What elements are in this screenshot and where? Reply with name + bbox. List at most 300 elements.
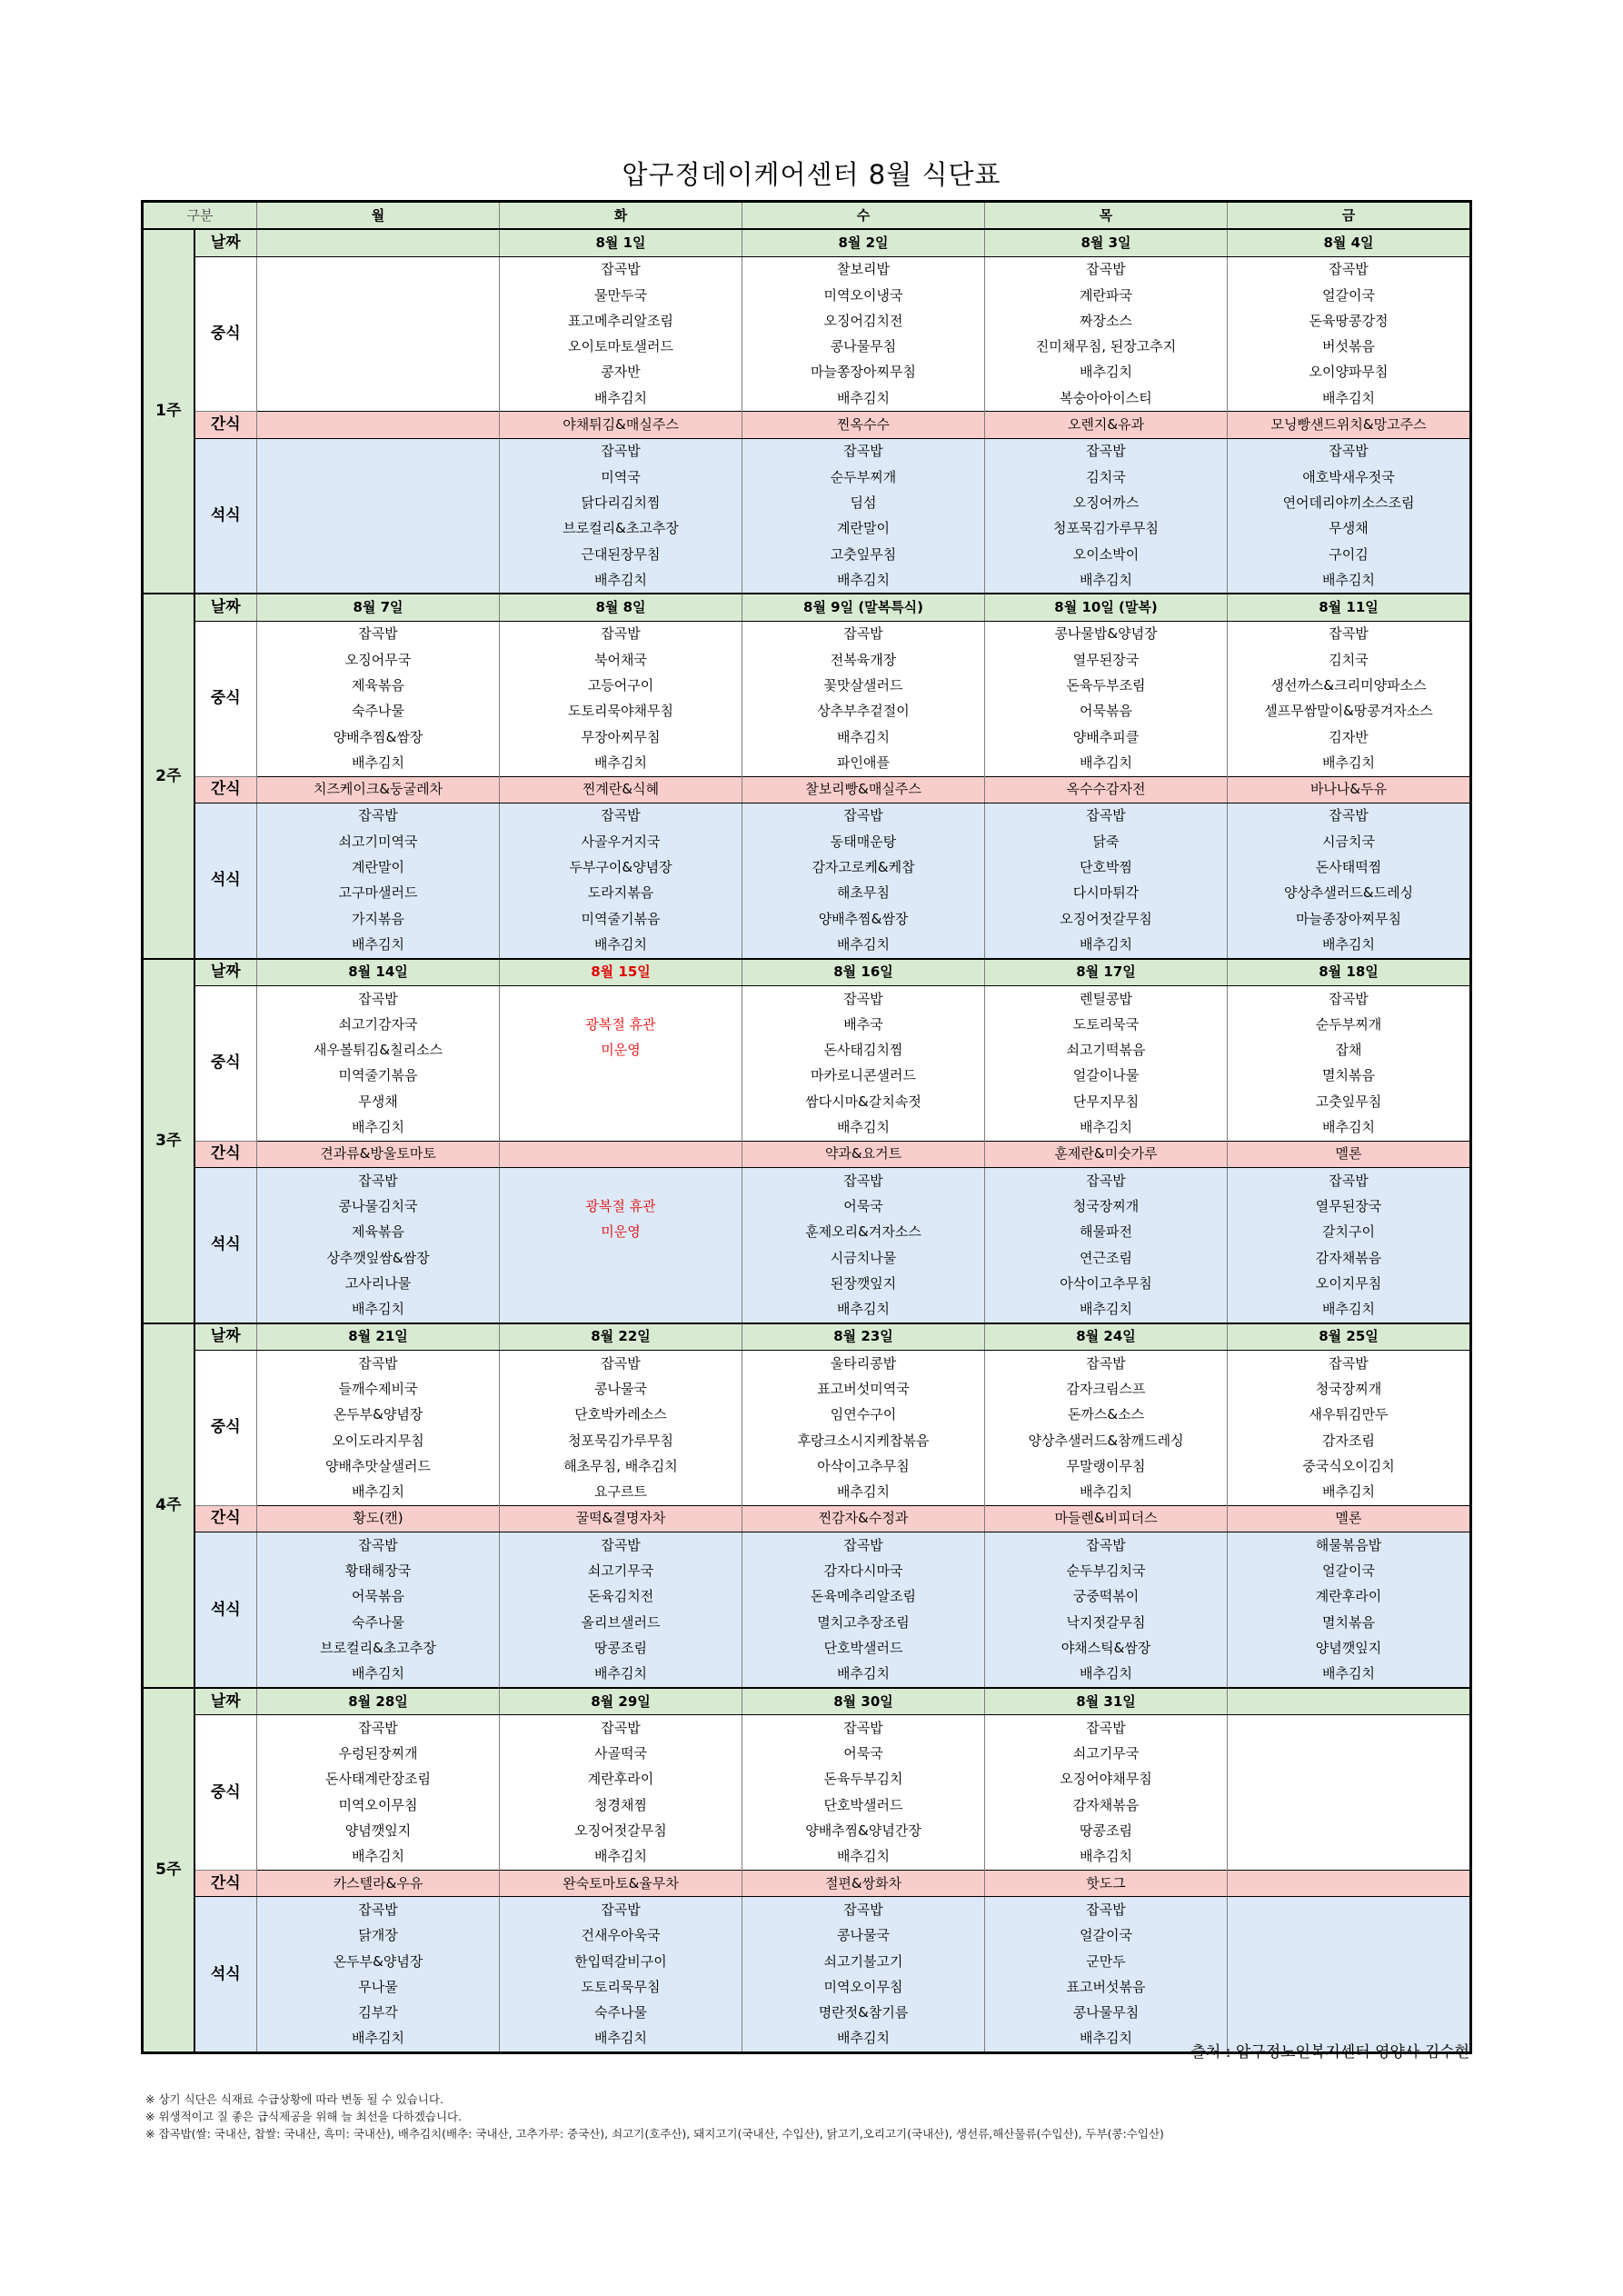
dinner-item: 잡곡밥 (985, 1167, 1228, 1193)
dinner-item: 황태해장국 (257, 1558, 500, 1583)
lunch-label: 중식 (194, 256, 257, 412)
lunch-item: 잡곡밥 (742, 985, 985, 1012)
snack-item (1228, 1871, 1471, 1897)
lunch-item (1228, 1715, 1471, 1742)
snack-item: 훈제란&미숫가루 (985, 1141, 1228, 1167)
lunch-item: 얼갈이나물 (985, 1063, 1228, 1089)
dinner-item: 잡곡밥 (1228, 1167, 1471, 1193)
dinner-item: 연어데리야끼소스조림 (1228, 490, 1471, 515)
footnotes (145, 2091, 1472, 2142)
lunch-item: 잡곡밥 (500, 621, 742, 647)
dinner-item: 배추김치 (257, 932, 500, 958)
lunch-item: 돈사태김치찜 (742, 1038, 985, 1063)
date-cell: 8월 8일 (500, 594, 742, 621)
lunch-item: 들깨수제비국 (257, 1376, 500, 1402)
lunch-item: 계란파국 (985, 283, 1228, 308)
lunch-item: 마늘쫑장아찌무침 (742, 360, 985, 385)
dinner-item: 배추김치 (257, 1662, 500, 1688)
source-note: 출처 : 압구정노인복지센터 영양사 김수현 (1190, 2043, 1469, 2061)
dinner-item: 한입떡갈비구이 (500, 1949, 742, 1974)
dinner-item: 잡곡밥 (985, 438, 1228, 464)
lunch-item: 멸치볶음 (1228, 1063, 1471, 1089)
dinner-item: 양상추샐러드&드레싱 (1228, 881, 1471, 906)
lunch-item: 땅콩조림 (985, 1818, 1228, 1843)
dinner-item: 닭개장 (257, 1923, 500, 1949)
lunch-item: 돈육두부조림 (985, 673, 1228, 698)
header-day: 목 (985, 202, 1228, 230)
header-day: 수 (742, 202, 985, 230)
lunch-item: 순두부찌개 (1228, 1012, 1471, 1037)
lunch-item: 표고메추리알조림 (500, 308, 742, 334)
lunch-item: 오징어김치전 (742, 308, 985, 334)
lunch-item: 배추김치 (1228, 1114, 1471, 1141)
lunch-label: 중식 (194, 621, 257, 776)
lunch-item: 단호박샐러드 (742, 1792, 985, 1818)
date-cell: 8월 30일 (742, 1688, 985, 1715)
dinner-item (257, 516, 500, 542)
dinner-item: 숙주나물 (257, 1610, 500, 1635)
lunch-item: 고등어구이 (500, 673, 742, 698)
dinner-item: 땅콩조림 (500, 1635, 742, 1661)
date-cell: 8월 29일 (500, 1688, 742, 1715)
lunch-item: 단호박카레소스 (500, 1403, 742, 1428)
snack-item: 약과&요거트 (742, 1141, 985, 1167)
dinner-item: 잡곡밥 (500, 438, 742, 464)
lunch-item: 무생채 (257, 1089, 500, 1114)
dinner-item: 근대된장무침 (500, 542, 742, 567)
dinner-item: 얼갈이국 (1228, 1558, 1471, 1583)
snack-item: 모닝빵샌드위치&망고주스 (1228, 412, 1471, 438)
lunch-item: 잡곡밥 (500, 256, 742, 283)
footnote-line: ※ 위생적이고 질 좋은 급식제공을 위해 늘 최선을 다하겠습니다. (145, 2110, 463, 2123)
lunch-item: 잡곡밥 (500, 1351, 742, 1377)
lunch-item: 돈육두부김치 (742, 1767, 985, 1792)
dinner-item: 얼갈이국 (985, 1923, 1228, 1949)
lunch-item: 배추김치 (257, 1480, 500, 1506)
dinner-item: 잡곡밥 (985, 1532, 1228, 1559)
dinner-item: 잡곡밥 (500, 803, 742, 829)
lunch-item: 열무된장국 (985, 647, 1228, 673)
date-cell: 8월 2일 (742, 229, 985, 256)
dinner-label: 석식 (194, 438, 257, 594)
lunch-item: 제육볶음 (257, 673, 500, 698)
lunch-item: 어묵국 (742, 1742, 985, 1767)
lunch-item: 콩나물밥&양념장 (985, 621, 1228, 647)
lunch-item: 잡곡밥 (257, 621, 500, 647)
dinner-item (257, 567, 500, 594)
dinner-item: 배추김치 (742, 1662, 985, 1688)
dinner-item: 쇠고기무국 (500, 1558, 742, 1583)
lunch-item: 배추김치 (500, 1844, 742, 1871)
lunch-item: 콩자반 (500, 360, 742, 385)
snack-item: 바나나&두유 (1228, 776, 1471, 803)
dinner-item: 시금치나물 (742, 1245, 985, 1271)
snack-item: 찐감자&수정과 (742, 1505, 985, 1532)
date-label: 날짜 (194, 229, 257, 256)
dinner-item: 콩나물무침 (985, 2000, 1228, 2025)
dinner-label: 석식 (194, 1897, 257, 2053)
dinner-item: 오이지무침 (1228, 1271, 1471, 1296)
dinner-item: 잡곡밥 (742, 1532, 985, 1559)
week-label: 1주 (143, 229, 194, 594)
dinner-item: 제육볶음 (257, 1220, 500, 1245)
snack-item: 찰보리빵&매실주스 (742, 776, 985, 803)
snack-item: 카스텔라&우유 (257, 1871, 500, 1897)
lunch-item (500, 985, 742, 1012)
dinner-item: 순두부김치국 (985, 1558, 1228, 1583)
lunch-item (1228, 1844, 1471, 1871)
lunch-item: 배추김치 (742, 1480, 985, 1506)
dinner-item: 배추김치 (1228, 932, 1471, 958)
dinner-item: 계란말이 (257, 854, 500, 880)
date-cell: 8월 11일 (1228, 594, 1471, 621)
dinner-item: 숙주나물 (500, 2000, 742, 2025)
page-title: 압구정데이케어센터 8월 식단표 (622, 159, 1001, 190)
lunch-item: 상추부추겉절이 (742, 699, 985, 724)
lunch-item: 양배추찜&쌈장 (257, 724, 500, 750)
lunch-item: 청포묵김가루무침 (500, 1428, 742, 1453)
lunch-item: 생선까스&크리미양파소스 (1228, 673, 1471, 698)
dinner-item (257, 464, 500, 490)
date-cell: 8월 25일 (1228, 1323, 1471, 1351)
lunch-item: 물만두국 (500, 283, 742, 308)
snack-label: 간식 (194, 412, 257, 438)
lunch-item: 배추김치 (985, 1480, 1228, 1506)
lunch-item: 배추김치 (257, 1844, 500, 1871)
dinner-item: 온두부&양념장 (257, 1949, 500, 1974)
dinner-item: 잡곡밥 (985, 803, 1228, 829)
lunch-item: 렌틸콩밥 (985, 985, 1228, 1012)
date-cell: 8월 31일 (985, 1688, 1228, 1715)
lunch-item: 오이양파무침 (1228, 360, 1471, 385)
lunch-item (500, 1063, 742, 1089)
header-day: 금 (1228, 202, 1471, 230)
date-cell: 8월 15일 (500, 959, 742, 986)
dinner-item: 무나물 (257, 1974, 500, 2000)
lunch-item: 감자크림스프 (985, 1376, 1228, 1402)
date-cell: 8월 10일 (말복) (985, 594, 1228, 621)
lunch-item: 배추김치 (742, 1844, 985, 1871)
dinner-label: 석식 (194, 803, 257, 958)
dinner-item: 잡곡밥 (985, 1897, 1228, 1923)
lunch-item: 잡곡밥 (1228, 1351, 1471, 1377)
dinner-item: 브로컬리&초고추장 (257, 1635, 500, 1661)
week-label: 5주 (143, 1688, 194, 2053)
dinner-item: 오이소박이 (985, 542, 1228, 567)
dinner-label: 석식 (194, 1532, 257, 1688)
dinner-item: 닭다리김치찜 (500, 490, 742, 515)
lunch-item: 배추김치 (500, 750, 742, 776)
lunch-item: 오징어야채무침 (985, 1767, 1228, 1792)
dinner-item: 브로컬리&초고추장 (500, 516, 742, 542)
header-gubun: 구분 (143, 202, 257, 230)
snack-item: 완숙토마토&율무차 (500, 1871, 742, 1897)
lunch-item (257, 334, 500, 359)
lunch-item: 숙주나물 (257, 699, 500, 724)
lunch-item: 미역오이무침 (257, 1792, 500, 1818)
lunch-item: 버섯볶음 (1228, 334, 1471, 359)
dinner-item: 잡곡밥 (1228, 438, 1471, 464)
lunch-item: 쌈다시마&갈치속젓 (742, 1089, 985, 1114)
dinner-item: 연근조림 (985, 1245, 1228, 1271)
date-cell (257, 229, 500, 256)
dinner-item: 배추김치 (1228, 1662, 1471, 1688)
lunch-item: 오징어젓갈무침 (500, 1818, 742, 1843)
dinner-item: 잡곡밥 (742, 438, 985, 464)
dinner-item (1228, 2000, 1471, 2025)
snack-item: 마들렌&비피더스 (985, 1505, 1228, 1532)
lunch-item: 오이토마토샐러드 (500, 334, 742, 359)
week-label: 4주 (143, 1323, 194, 1688)
lunch-item: 고춧잎무침 (1228, 1089, 1471, 1114)
footnote-line: ※ 상기 식단은 식재료 수급상황에 따라 변동 될 수 있습니다. (145, 2092, 443, 2106)
snack-label: 간식 (194, 1141, 257, 1167)
lunch-item: 오이도라지무침 (257, 1428, 500, 1453)
dinner-item: 감자고로케&케찹 (742, 854, 985, 880)
lunch-label: 중식 (194, 985, 257, 1141)
dinner-item: 군만두 (985, 1949, 1228, 1974)
dinner-item: 명란젓&참기름 (742, 2000, 985, 2025)
dinner-item: 해초무침 (742, 881, 985, 906)
dinner-item: 잡곡밥 (1228, 803, 1471, 829)
dinner-item: 잡곡밥 (742, 803, 985, 829)
lunch-item: 배추김치 (257, 750, 500, 776)
lunch-item (500, 1089, 742, 1114)
lunch-item: 양배추피클 (985, 724, 1228, 750)
dinner-item: 잡곡밥 (257, 803, 500, 829)
dinner-item: 광복절 휴관 (500, 1193, 742, 1219)
dinner-item: 미역국 (500, 464, 742, 490)
dinner-item (500, 1245, 742, 1271)
dinner-item: 쇠고기미역국 (257, 829, 500, 854)
date-cell: 8월 16일 (742, 959, 985, 986)
lunch-item: 양배추맛살샐러드 (257, 1453, 500, 1479)
lunch-item: 잡곡밥 (985, 1715, 1228, 1742)
dinner-item: 콩나물김치국 (257, 1193, 500, 1219)
lunch-item: 표고버섯미역국 (742, 1376, 985, 1402)
lunch-item: 새우볼튀김&칠리소스 (257, 1038, 500, 1063)
lunch-item: 사골떡국 (500, 1742, 742, 1767)
dinner-item: 배추김치 (985, 1296, 1228, 1323)
snack-item: 오렌지&유과 (985, 412, 1228, 438)
dinner-item: 양배추찜&쌈장 (742, 906, 985, 932)
dinner-item: 배추김치 (500, 932, 742, 958)
snack-item: 꿀떡&결명자차 (500, 1505, 742, 1532)
dinner-item: 열무된장국 (1228, 1193, 1471, 1219)
lunch-item: 마카로니콘샐러드 (742, 1063, 985, 1089)
lunch-item (257, 360, 500, 385)
lunch-item: 잡곡밥 (1228, 621, 1471, 647)
dinner-item: 올리브샐러드 (500, 1610, 742, 1635)
date-cell: 8월 17일 (985, 959, 1228, 986)
lunch-item: 무말랭이무침 (985, 1453, 1228, 1479)
dinner-item: 야채스틱&쌈장 (985, 1635, 1228, 1661)
lunch-item: 배추김치 (985, 750, 1228, 776)
dinner-item: 배추김치 (742, 567, 985, 594)
lunch-item: 감자조림 (1228, 1428, 1471, 1453)
dinner-item: 돈육메추리알조림 (742, 1584, 985, 1610)
lunch-item: 잡곡밥 (257, 1715, 500, 1742)
lunch-item: 쇠고기떡볶음 (985, 1038, 1228, 1063)
date-cell: 8월 9일 (말복특식) (742, 594, 985, 621)
lunch-item: 북어채국 (500, 647, 742, 673)
dinner-item: 콩나물국 (742, 1923, 985, 1949)
snack-item: 멜론 (1228, 1505, 1471, 1532)
lunch-item: 복숭아아이스티 (985, 385, 1228, 412)
dinner-item: 잡곡밥 (500, 1532, 742, 1559)
dinner-item: 계란후라이 (1228, 1584, 1471, 1610)
lunch-item: 요구르트 (500, 1480, 742, 1506)
week-label: 3주 (143, 959, 194, 1323)
snack-label: 간식 (194, 1505, 257, 1532)
lunch-item (1228, 1742, 1471, 1767)
lunch-item (257, 283, 500, 308)
date-cell: 8월 1일 (500, 229, 742, 256)
lunch-item: 임연수구이 (742, 1403, 985, 1428)
dinner-item: 멸치볶음 (1228, 1610, 1471, 1635)
lunch-item: 미운영 (500, 1038, 742, 1063)
dinner-item: 미역오이무침 (742, 1974, 985, 2000)
dinner-item (500, 1296, 742, 1323)
date-cell: 8월 24일 (985, 1323, 1228, 1351)
dinner-item (1228, 1949, 1471, 1974)
dinner-item: 배추김치 (985, 567, 1228, 594)
date-cell: 8월 28일 (257, 1688, 500, 1715)
dinner-item (1228, 1974, 1471, 2000)
dinner-item: 닭죽 (985, 829, 1228, 854)
dinner-item: 배추김치 (500, 567, 742, 594)
dinner-label: 석식 (194, 1167, 257, 1323)
dinner-item: 순두부찌개 (742, 464, 985, 490)
dinner-item: 쇠고기불고기 (742, 1949, 985, 1974)
lunch-item: 쇠고기무국 (985, 1742, 1228, 1767)
snack-label: 간식 (194, 1871, 257, 1897)
date-cell: 8월 22일 (500, 1323, 742, 1351)
lunch-item: 아삭이고추무침 (742, 1453, 985, 1479)
dinner-item: 해물파전 (985, 1220, 1228, 1245)
lunch-item (257, 308, 500, 334)
lunch-item: 배추김치 (742, 385, 985, 412)
lunch-item: 찰보리밥 (742, 256, 985, 283)
dinner-item: 도토리묵무침 (500, 1974, 742, 2000)
snack-item: 옥수수감자전 (985, 776, 1228, 803)
dinner-item: 미운영 (500, 1220, 742, 1245)
snack-item: 절편&쌍화차 (742, 1871, 985, 1897)
lunch-item: 김자반 (1228, 724, 1471, 750)
dinner-item: 어묵볶음 (257, 1584, 500, 1610)
lunch-item: 파인애플 (742, 750, 985, 776)
lunch-item (257, 256, 500, 283)
lunch-item: 배추김치 (1228, 750, 1471, 776)
dinner-item: 감자채볶음 (1228, 1245, 1471, 1271)
dinner-item: 가지볶음 (257, 906, 500, 932)
lunch-item: 단무지무침 (985, 1089, 1228, 1114)
date-cell: 8월 3일 (985, 229, 1228, 256)
dinner-item: 배추김치 (500, 2026, 742, 2053)
date-label: 날짜 (194, 959, 257, 986)
dinner-item: 오징어젓갈무침 (985, 906, 1228, 932)
lunch-item: 꽃맛살샐러드 (742, 673, 985, 698)
snack-item: 찐계란&식혜 (500, 776, 742, 803)
lunch-item: 미역줄기볶음 (257, 1063, 500, 1089)
menu-table (141, 200, 1472, 2054)
lunch-item: 잡곡밥 (257, 985, 500, 1012)
dinner-item: 아삭이고추무침 (985, 1271, 1228, 1296)
header-day: 월 (257, 202, 500, 230)
dinner-item: 어묵국 (742, 1193, 985, 1219)
dinner-item: 사골우거지국 (500, 829, 742, 854)
dinner-item: 돈사태떡찜 (1228, 854, 1471, 880)
lunch-item: 진미채무침, 된장고추지 (985, 334, 1228, 359)
lunch-label: 중식 (194, 1715, 257, 1871)
lunch-item: 온두부&양념장 (257, 1403, 500, 1428)
lunch-item: 잡곡밥 (985, 256, 1228, 283)
lunch-item: 셀프무쌈말이&땅콩겨자소스 (1228, 699, 1471, 724)
dinner-item: 낙지젓갈무침 (985, 1610, 1228, 1635)
dinner-item: 김부각 (257, 2000, 500, 2025)
lunch-item: 중국식오이김치 (1228, 1453, 1471, 1479)
lunch-item: 무장아찌무침 (500, 724, 742, 750)
dinner-item: 애호박새우젓국 (1228, 464, 1471, 490)
dinner-item (257, 438, 500, 464)
lunch-item: 어묵볶음 (985, 699, 1228, 724)
snack-item (500, 1141, 742, 1167)
lunch-item (1228, 1792, 1471, 1818)
lunch-item: 콩나물국 (500, 1376, 742, 1402)
lunch-item: 배추국 (742, 1012, 985, 1037)
lunch-item: 잡곡밥 (742, 621, 985, 647)
date-cell: 8월 14일 (257, 959, 500, 986)
dinner-item: 다시마튀각 (985, 881, 1228, 906)
dinner-item: 배추김치 (742, 2026, 985, 2053)
dinner-item: 청국장찌개 (985, 1193, 1228, 1219)
lunch-item: 배추김치 (1228, 1480, 1471, 1506)
lunch-item: 배추김치 (257, 1114, 500, 1141)
dinner-item: 동태매운탕 (742, 829, 985, 854)
dinner-item: 해물볶음밥 (1228, 1532, 1471, 1559)
snack-item: 핫도그 (985, 1871, 1228, 1897)
lunch-item: 전복육개장 (742, 647, 985, 673)
lunch-item (257, 385, 500, 412)
lunch-item: 도토리묵야채무침 (500, 699, 742, 724)
lunch-item: 우렁된장찌개 (257, 1742, 500, 1767)
dinner-item: 배추김치 (1228, 1296, 1471, 1323)
lunch-item: 청국장찌개 (1228, 1376, 1471, 1402)
date-cell: 8월 21일 (257, 1323, 500, 1351)
snack-item: 찐옥수수 (742, 412, 985, 438)
dinner-item: 멸치고추장조림 (742, 1610, 985, 1635)
date-cell: 8월 7일 (257, 594, 500, 621)
dinner-item (500, 1167, 742, 1193)
dinner-item: 잡곡밥 (742, 1167, 985, 1193)
dinner-item: 잡곡밥 (257, 1532, 500, 1559)
lunch-item: 김치국 (1228, 647, 1471, 673)
lunch-item: 후랑크소시지케찹볶음 (742, 1428, 985, 1453)
lunch-item (1228, 1767, 1471, 1792)
lunch-item: 배추김치 (985, 1114, 1228, 1141)
header-day: 화 (500, 202, 742, 230)
lunch-item: 돈까스&소스 (985, 1403, 1228, 1428)
dinner-item: 청포묵김가루무침 (985, 516, 1228, 542)
lunch-item: 오징어무국 (257, 647, 500, 673)
lunch-item: 양상추샐러드&참깨드레싱 (985, 1428, 1228, 1453)
lunch-label: 중식 (194, 1351, 257, 1506)
dinner-item: 배추김치 (742, 932, 985, 958)
dinner-item (257, 490, 500, 515)
lunch-item: 콩나물무침 (742, 334, 985, 359)
dinner-item: 배추김치 (985, 932, 1228, 958)
lunch-item: 도토리묵국 (985, 1012, 1228, 1037)
